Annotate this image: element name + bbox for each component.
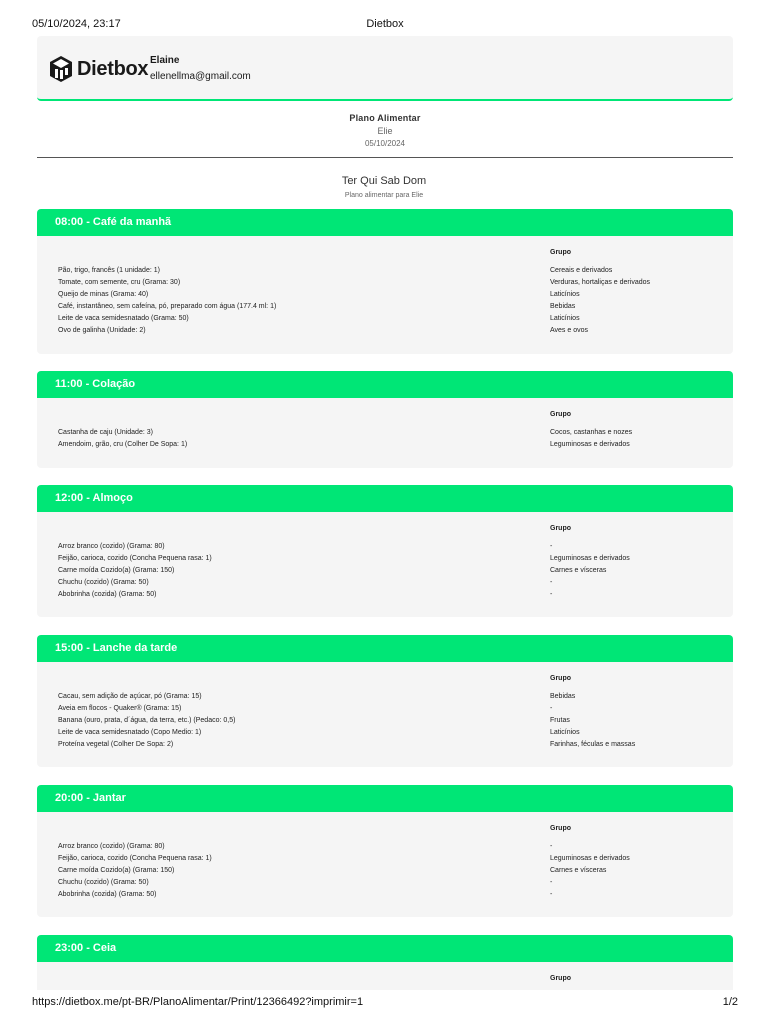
food-item: Chuchu (cozido) (Grama: 50) xyxy=(58,879,149,886)
list-item xyxy=(58,739,718,751)
list-item xyxy=(58,439,718,451)
list-item xyxy=(58,889,718,901)
food-group: Bebidas xyxy=(550,303,576,310)
food-item: Café, instantâneo, sem cafeína, pó, preparado com água (177.4 ml: 1) xyxy=(58,303,277,310)
food-group: - xyxy=(550,843,553,850)
food-group: Carnes e vísceras xyxy=(550,567,607,574)
list-item xyxy=(58,715,718,727)
food-group: Leguminosas e derivados xyxy=(550,555,630,562)
plan-title: Plano Alimentar xyxy=(349,113,421,123)
list-item xyxy=(58,841,718,853)
food-group: - xyxy=(550,579,553,586)
meal-items xyxy=(58,265,718,337)
food-item: Carne moída Cozido(a) (Grama: 150) xyxy=(58,567,175,574)
list-item xyxy=(58,313,718,325)
profile-name: Elaine xyxy=(150,55,180,66)
food-item: Leite de vaca semidesnatado (Grama: 50) xyxy=(58,315,189,322)
food-group: Verduras, hortaliças e derivados xyxy=(550,279,650,286)
food-group: Farinhas, féculas e massas xyxy=(550,741,636,748)
group-column-label: Grupo xyxy=(550,411,571,418)
group-column-label: Grupo xyxy=(550,975,571,982)
meal-card-almoco xyxy=(37,485,733,617)
food-group: Carnes e vísceras xyxy=(550,867,607,874)
profile-card xyxy=(37,36,733,101)
plan-date: 05/10/2024 xyxy=(364,139,406,148)
meal-title: 11:00 - Colação xyxy=(37,371,733,398)
plan-header xyxy=(37,110,733,158)
meal-card-lanche-da-tarde xyxy=(37,635,733,767)
meal-title: 08:00 - Café da manhã xyxy=(37,209,733,236)
food-item: Arroz branco (cozido) (Grama: 80) xyxy=(58,843,165,850)
days-subtitle: Plano alimentar para Elie xyxy=(344,192,424,199)
print-title: Dietbox xyxy=(366,18,404,30)
food-item: Tomate, com semente, cru (Grama: 30) xyxy=(58,279,181,286)
meal-card-cafe-da-manha xyxy=(37,209,733,354)
food-item: Cacau, sem adição de açúcar, pó (Grama: 15) xyxy=(58,693,202,700)
group-column-label: Grupo xyxy=(550,525,571,532)
list-item xyxy=(58,541,718,553)
meal-items xyxy=(58,691,718,751)
food-group: Laticínios xyxy=(550,729,580,736)
list-item xyxy=(58,691,718,703)
list-item xyxy=(58,853,718,865)
print-url: https://dietbox.me/pt-BR/PlanoAlimentar/Print/12366492?imprimir=1 xyxy=(32,996,364,1008)
food-item: Pão, trigo, francês (1 unidade: 1) xyxy=(58,267,160,274)
food-group: - xyxy=(550,591,553,598)
food-group: Leguminosas e derivados xyxy=(550,855,630,862)
food-item: Castanha de caju (Unidade: 3) xyxy=(58,429,153,436)
meal-card-colacao xyxy=(37,371,733,468)
print-datetime: 05/10/2024, 23:17 xyxy=(32,18,121,30)
food-group: Cereais e derivados xyxy=(550,267,613,274)
list-item xyxy=(58,877,718,889)
food-item: Ovo de galinha (Unidade: 2) xyxy=(58,327,146,334)
food-group: Laticínios xyxy=(550,291,580,298)
days-title: Ter Qui Sab Dom xyxy=(341,175,427,187)
food-group: - xyxy=(550,543,553,550)
food-item: Amendoim, grão, cru (Colher De Sopa: 1) xyxy=(58,441,188,448)
print-footer xyxy=(32,996,738,1010)
food-group: - xyxy=(550,891,553,898)
meal-items xyxy=(58,427,718,451)
food-group: Frutas xyxy=(550,717,570,724)
meal-title: 23:00 - Ceia xyxy=(37,935,733,962)
list-item xyxy=(58,289,718,301)
list-item xyxy=(58,565,718,577)
list-item xyxy=(58,727,718,739)
meal-card-ceia xyxy=(37,935,733,990)
dietbox-logo xyxy=(49,54,148,84)
food-item: Proteína vegetal (Colher De Sopa: 2) xyxy=(58,741,174,748)
list-item xyxy=(58,427,718,439)
food-item: Abobrinha (cozida) (Grama: 50) xyxy=(58,591,157,598)
food-group: Leguminosas e derivados xyxy=(550,441,630,448)
meal-items xyxy=(58,541,718,601)
list-item xyxy=(58,325,718,337)
food-item: Chuchu (cozido) (Grama: 50) xyxy=(58,579,149,586)
group-column-label: Grupo xyxy=(550,249,571,256)
food-group: - xyxy=(550,705,553,712)
food-item: Feijão, carioca, cozido (Concha Pequena rasa: 1) xyxy=(58,555,212,562)
list-item xyxy=(58,277,718,289)
meal-title: 20:00 - Jantar xyxy=(37,785,733,812)
print-header xyxy=(32,18,738,32)
food-item: Abobrinha (cozida) (Grama: 50) xyxy=(58,891,157,898)
food-group: - xyxy=(550,879,553,886)
food-item: Carne moída Cozido(a) (Grama: 150) xyxy=(58,867,175,874)
list-item xyxy=(58,703,718,715)
dietbox-logo-text: Dietbox xyxy=(77,57,149,80)
food-group: Aves e ovos xyxy=(550,327,589,334)
food-item: Feijão, carioca, cozido (Concha Pequena rasa: 1) xyxy=(58,855,212,862)
meal-title: 12:00 - Almoço xyxy=(37,485,733,512)
food-item: Leite de vaca semidesnatado (Copo Medio: 1) xyxy=(58,729,202,736)
group-column-label: Grupo xyxy=(550,825,571,832)
list-item xyxy=(58,265,718,277)
food-group: Bebidas xyxy=(550,693,576,700)
meal-items xyxy=(58,841,718,901)
food-item: Banana (ouro, prata, d´água, da terra, etc.) (Pedaco: 0,5) xyxy=(58,717,236,724)
food-item: Queijo de minas (Grama: 40) xyxy=(58,291,149,298)
profile-email: ellenellma@gmail.com xyxy=(150,71,251,82)
list-item xyxy=(58,553,718,565)
list-item xyxy=(58,589,718,601)
page-number: 1/2 xyxy=(722,996,738,1008)
meal-card-jantar xyxy=(37,785,733,917)
list-item xyxy=(58,577,718,589)
food-group: Laticínios xyxy=(550,315,580,322)
profile-info xyxy=(150,53,251,85)
food-group: Cocos, castanhas e nozes xyxy=(550,429,633,436)
dietbox-logo-icon xyxy=(49,55,73,83)
food-item: Aveia em flocos - Quaker® (Grama: 15) xyxy=(58,705,182,712)
meal-title: 15:00 - Lanche da tarde xyxy=(37,635,733,662)
food-item: Arroz branco (cozido) (Grama: 80) xyxy=(58,543,165,550)
group-column-label: Grupo xyxy=(550,675,571,682)
plan-patient: Elie xyxy=(377,126,393,136)
list-item xyxy=(58,301,718,313)
list-item xyxy=(58,865,718,877)
